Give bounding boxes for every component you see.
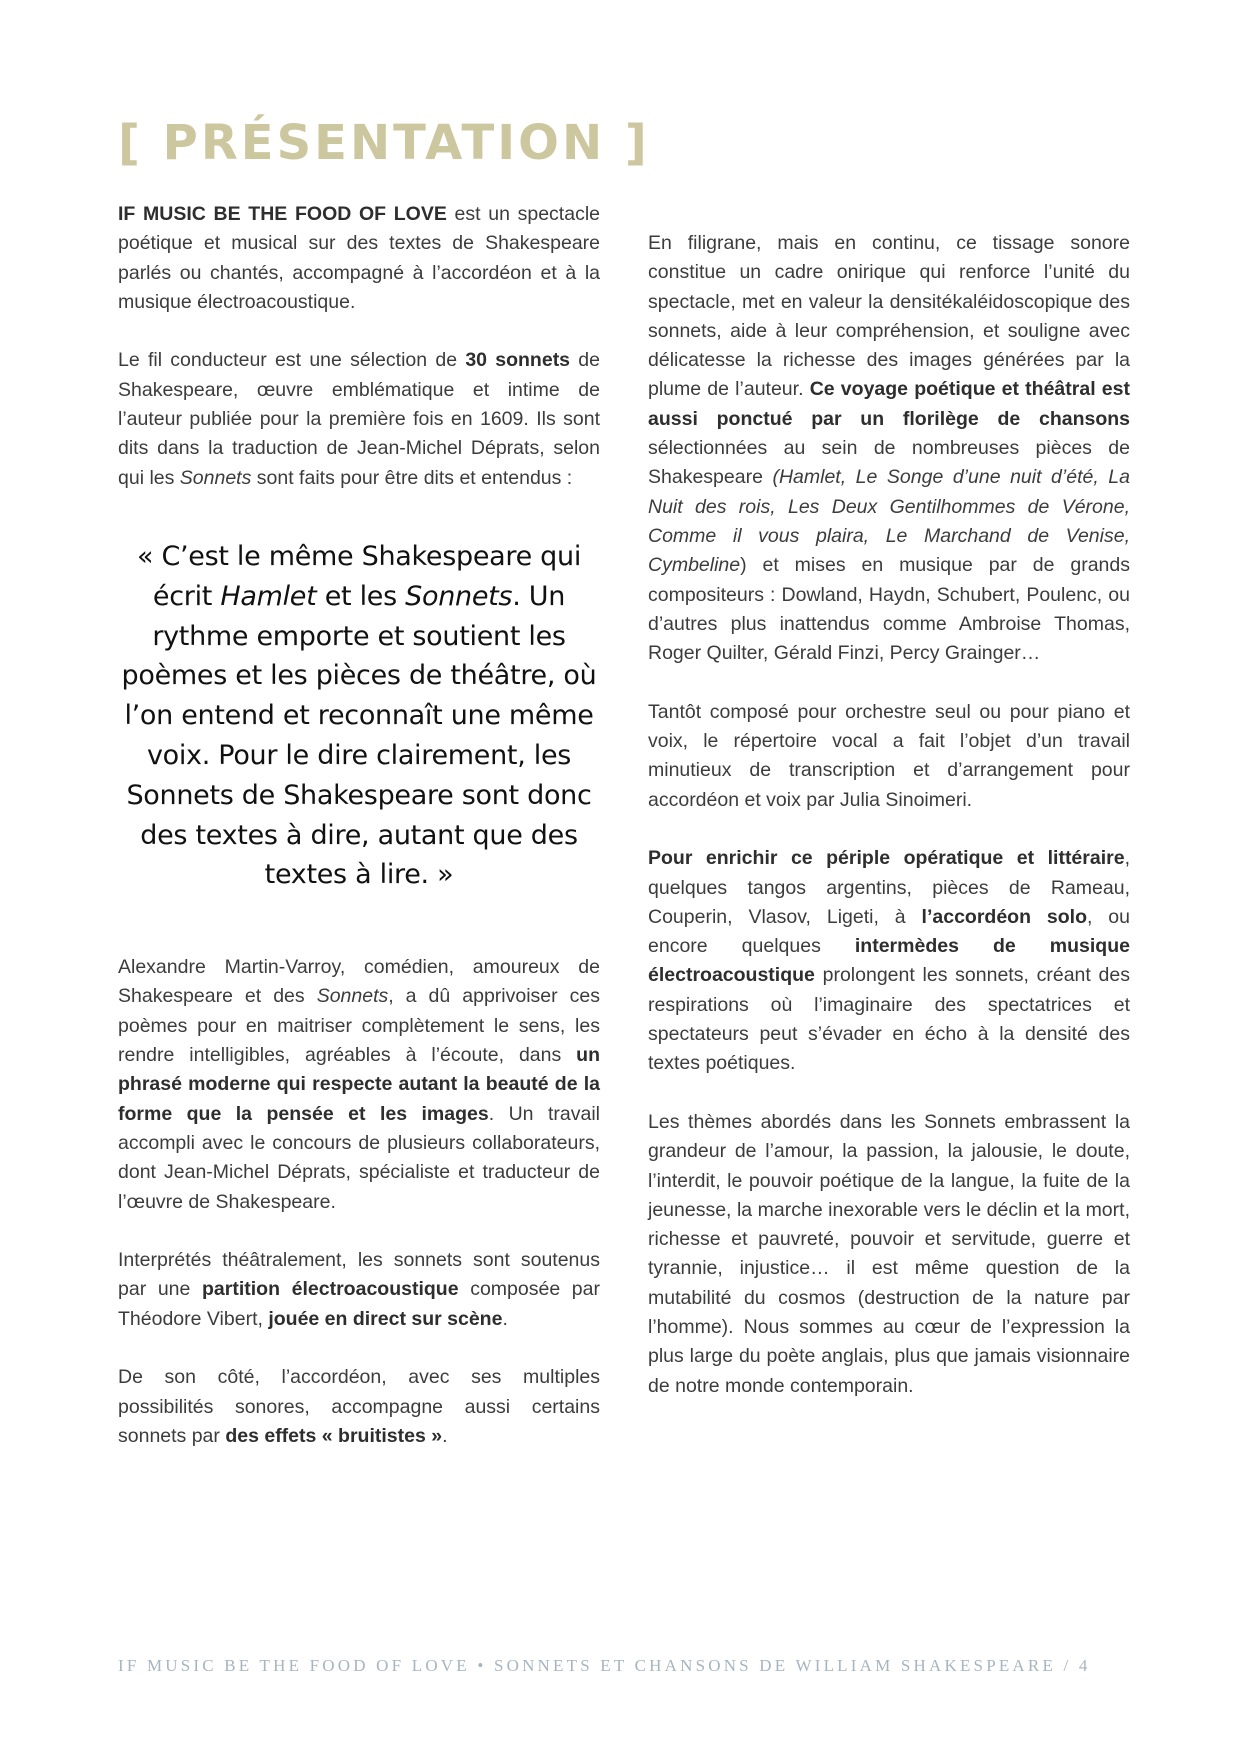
- footer-subtitle: SONNETS ET CHANSONS DE WILLIAM SHAKESPEARE: [493, 1656, 1057, 1675]
- sound-weaving-paragraph: En filigrane, mais en continu, ce tissage sonore constitue un cadre onirique qui renforce l’unité du spectacle, met en valeur la densitékaléidoscopique des sonnets, aide à leur compréhension, et souligne avec délicatesse la richesse des images générées par la plume de l’auteur. Ce voyage poétique et théâtral est aussi ponctué par un florilège de chansons sélectionnées au sein de nombreuses pièces de Shakespeare (Hamlet, Le Songe d’une nuit d’été, La Nuit des rois, Les Deux Gentilhommes de Vérone, Comme il vous plaira, Le Marchand de Venise, Cymbeline) et mises en musique par de grands compositeurs : Dowland, Haydn, Schubert, Poulenc, ou d’autres plus inattendus comme Ambroise Thomas, Roger Quilter, Gérald Finzi, Percy Grainger…: [648, 232, 1130, 665]
- pull-quote: « C’est le même Shakespeare qui écrit Hamlet et les Sonnets. Un rythme emporte et soutient les poèmes et les pièces de théâtre, où l’on entend et reconnaît une même voix. Pour le dire clairement, les Sonnets de Shakespeare sont donc des textes à dire, autant que des textes à lire. »: [121, 540, 597, 891]
- repertoire-paragraph: Tantôt composé pour orchestre seul ou pour piano et voix, le répertoire vocal a fait l’objet d’un travail minutieux de transcription et d’arrangement pour accordéon et voix par Julia Sinoimeri.: [648, 700, 1130, 811]
- page-footer: IF MUSIC BE THE FOOD OF LOVE • SONNETS ET CHANSONS DE WILLIAM SHAKESPEARE / 4: [118, 1656, 1091, 1675]
- page-title: [ PRÉSENTATION ]: [118, 115, 650, 171]
- left-column: [118, 200, 600, 1480]
- electroacoustic-paragraph: Interprétés théâtralement, les sonnets sont soutenus par une partition électroacoustique composée par Théodore Vibert, jouée en direct sur scène.: [118, 1249, 600, 1330]
- enrichment-paragraph: Pour enrichir ce périple opératique et littéraire, quelques tangos argentins, pièces de Rameau, Couperin, Vlasov, Ligeti, à l’accordéon solo, ou encore quelques intermèdes de musique électroacoustique prolongent les sonnets, créant des respirations où l’imaginaire des spectatrices et spectateurs peut s’évader en écho à la densité des textes poétiques.: [648, 847, 1130, 1075]
- footer-show-title: IF MUSIC BE THE FOOD OF LOVE: [118, 1656, 470, 1675]
- actor-paragraph: Alexandre Martin-Varroy, comédien, amoureux de Shakespeare et des Sonnets, a dû apprivoiser ces poèmes pour en maitriser complètement le sens, les rendre intelligibles, agréables à l’écoute, dans un phrasé moderne qui respecte autant la beauté de la forme que la pensée et les images. Un travail accompli avec le concours de plusieurs collaborateurs, dont Jean-Michel Déprats, spécialiste et traducteur de l’œuvre de Shakespeare.: [118, 956, 600, 1213]
- right-column: [648, 229, 1130, 1430]
- themes-paragraph: Les thèmes abordés dans les Sonnets embrassent la grandeur de l’amour, la passion, la jalousie, le doute, l’interdit, le pouvoir poétique de la langue, la fuite de la jeunesse, la marche inexorable vers le déclin et la mort, richesse et pauvreté, pouvoir et servitude, guerre et tyrannie, injustice… il est même question de la mutabilité du cosmos (destruction de la nature par l’homme). Nous sommes au cœur de l’expression la plus large du poète anglais, plus que jamais visionnaire de notre monde contemporain.: [648, 1110, 1130, 1397]
- footer-separator: •: [477, 1656, 487, 1675]
- sonnets-paragraph: Le fil conducteur est une sélection de 30 sonnets de Shakespeare, œuvre emblématique et intime de l’auteur publiée pour la première fois en 1609. Ils sont dits dans la traduction de Jean-Michel Déprats, selon qui les Sonnets sont faits pour être dits et entendus :: [118, 349, 600, 489]
- accordion-paragraph: De son côté, l’accordéon, avec ses multiples possibilités sonores, accompagne aussi certains sonnets par des effets « bruitistes ».: [118, 1366, 600, 1447]
- page-number: 4: [1078, 1656, 1091, 1675]
- show-title: IF MUSIC BE THE FOOD OF LOVE: [118, 203, 447, 225]
- intro-paragraph: IF MUSIC BE THE FOOD OF LOVE est un spectacle poétique et musical sur des textes de Shakespeare parlés ou chantés, accompagné à l’accordéon et à la musique électroacoustique.: [118, 203, 600, 313]
